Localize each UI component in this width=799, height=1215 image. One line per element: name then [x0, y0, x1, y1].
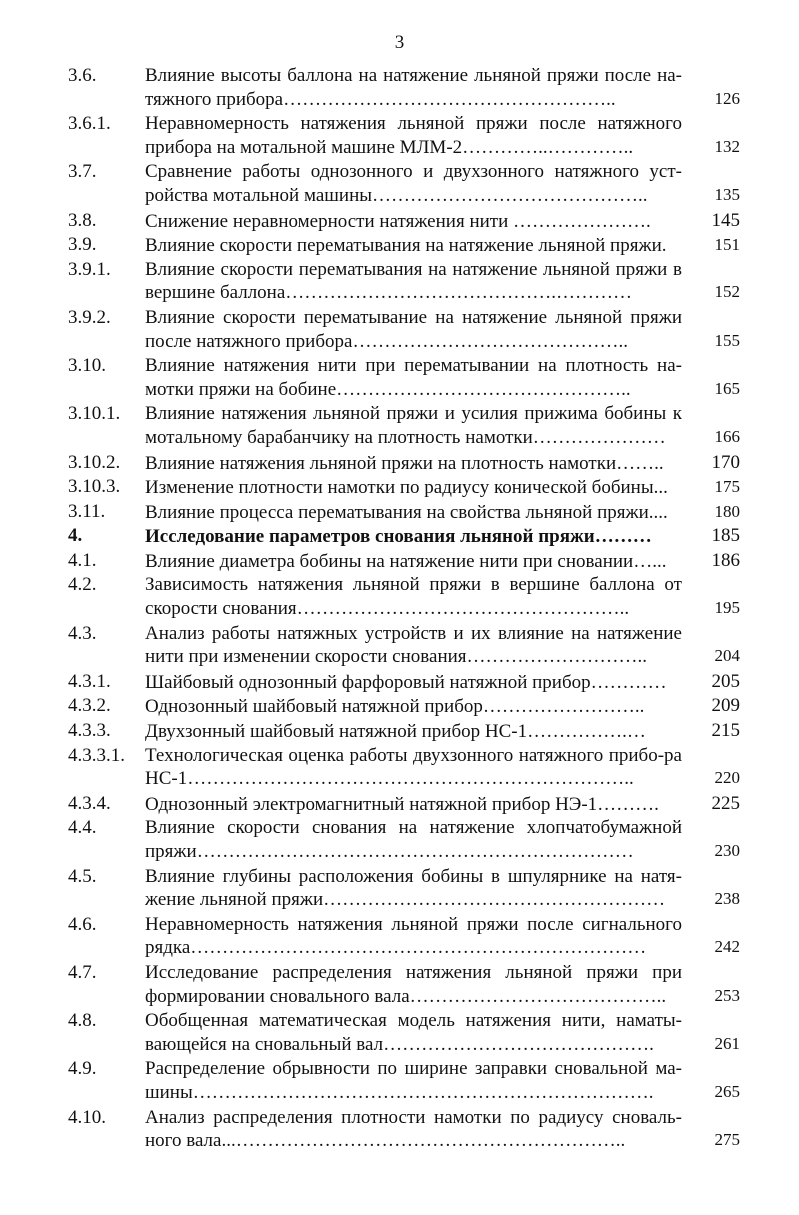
section-number: 4.3.3.	[68, 720, 111, 742]
page-ref: 275	[714, 1130, 740, 1150]
toc-entry-4-3-4	[68, 792, 740, 817]
section-title: Неравномерность натяжения льняной пряжи после сигнального рядка………………………………………………………………	[145, 913, 682, 959]
toc-entry-4-6	[68, 913, 740, 960]
section-number: 4.1.	[68, 549, 97, 571]
toc-entry-3-7	[68, 160, 740, 207]
toc-entry-4-9	[68, 1057, 740, 1104]
section-number: 3.8.	[68, 209, 97, 231]
section-number: 4.3.4.	[68, 792, 111, 814]
page-ref: 155	[714, 330, 740, 350]
toc-entry-4-3-3	[68, 719, 740, 744]
page-ref: 220	[714, 768, 740, 788]
section-number: 4.7.	[68, 961, 97, 983]
section-title: Анализ работы натяжных устройств и их влияние на натяжение нити при изменении скорости снования………………………..	[145, 622, 682, 668]
section-title: Влияние натяжения нити при перематывании на плотность на-мотки пряжи на бобине………………………………………..	[145, 355, 682, 400]
toc-entry-4-3-1	[68, 670, 740, 695]
toc-entry-4	[68, 524, 740, 549]
section-title: Влияние скорости снования на натяжение хлопчатобумажной пряжи……………………………………………………………	[145, 817, 682, 862]
section-title: Влияние натяжения льняной пряжи и усилия прижима бобины к мотальному барабанчику на плотность намотки…………………	[145, 403, 682, 448]
section-title: Изменение плотности намотки по радиусу конической бобины...	[145, 477, 668, 499]
section-number: 4.10.	[68, 1106, 106, 1128]
section-number: 4.5.	[68, 865, 97, 887]
toc-entry-4-10	[68, 1106, 740, 1153]
page-ref: 151	[714, 235, 740, 255]
section-number: 3.9.2.	[68, 306, 111, 328]
page-ref: 230	[714, 841, 740, 860]
section-title: Влияние скорости перематывание на натяжение льняной пряжи после натяжного прибора……………………………………..	[145, 306, 682, 352]
section-title: Обобщенная математическая модель натяжения нити, наматы-вающейся на сновальный вал…………………………………….	[145, 1010, 682, 1055]
page-ref: 145	[711, 209, 740, 231]
section-number: 3.10.2.	[68, 451, 121, 473]
section-title: Распределение обрывности по ширине заправки сновальной ма-шины……………………………………………………………….	[145, 1058, 682, 1103]
section-number: 3.9.1.	[68, 258, 111, 280]
page-ref: 152	[714, 282, 740, 302]
section-title: Анализ распределения плотности намотки по радиусу сноваль-ного вала...……………………………………………………..	[145, 1106, 682, 1152]
page-ref: 126	[714, 88, 740, 108]
page-ref: 215	[711, 720, 740, 742]
section-number: 4.8.	[68, 1010, 97, 1032]
section-title: Влияние натяжения льняной пряжи на плотность намотки……..	[145, 452, 664, 474]
toc-entry-3-9	[68, 233, 740, 258]
section-number: 4.3.3.1.	[68, 744, 125, 766]
section-title: Влияние диаметра бобины на натяжение нити при сновании…...	[145, 550, 667, 572]
section-number: 3.10.1.	[68, 403, 121, 425]
section-number: 4.2.	[68, 574, 97, 596]
section-title: Однозонный шайбовый натяжной прибор……………………..	[145, 696, 645, 718]
section-title: Снижение неравномерности натяжения нити ………………….	[145, 210, 651, 232]
section-title: Исследование параметров снования льняной пряжи………	[145, 526, 652, 548]
section-number: 3.10.	[68, 355, 106, 377]
page-ref: 170	[711, 451, 740, 473]
page-ref: 238	[714, 889, 740, 909]
table-of-contents	[68, 64, 740, 1154]
toc-entry-3-10	[68, 354, 740, 401]
toc-entry-4-2	[68, 573, 740, 620]
toc-entry-3-10-3	[68, 475, 740, 500]
page-ref: 225	[711, 792, 740, 814]
toc-entry-4-8	[68, 1009, 740, 1056]
page-ref: 195	[714, 598, 740, 618]
toc-entry-3-11	[68, 500, 740, 525]
page-ref: 186	[711, 549, 740, 571]
section-number: 4.9.	[68, 1058, 97, 1080]
section-title: Исследование распределения натяжения льняной пряжи при формировании сновального вала…………………………………..	[145, 961, 682, 1007]
section-number: 4.4.	[68, 817, 97, 839]
page-ref: 265	[714, 1081, 740, 1101]
page-ref: 132	[714, 136, 740, 156]
section-title: Однозонный электромагнитный натяжной прибор НЭ-1……….	[145, 793, 659, 815]
toc-entry-4-4	[68, 816, 740, 863]
page-ref: 204	[714, 646, 740, 666]
section-title: Двухзонный шайбовый натяжной прибор НС-1…………….…	[145, 721, 646, 743]
page-ref: 180	[714, 501, 740, 521]
section-title: Технологическая оценка работы двухзонного натяжного прибо-ра НС-1……………………………………………………………..	[145, 744, 682, 790]
section-number: 4.3.1.	[68, 670, 111, 692]
section-title: Зависимость натяжения льняной пряжи в вершине баллона от скорости снования……………………………………………..	[145, 574, 682, 620]
section-number: 3.11.	[68, 500, 106, 522]
toc-entry-3-10-1	[68, 402, 740, 449]
page-ref: 261	[714, 1033, 740, 1053]
section-title: Неравномерность натяжения льняной пряжи после натяжного прибора на мотальной машине МЛМ-2…………..…………..	[145, 113, 682, 158]
section-title: Сравнение работы однозонного и двухзонного натяжного уст-ройства мотальной машины……………………………………..	[145, 161, 682, 206]
toc-entry-3-6-1	[68, 112, 740, 159]
toc-entry-3-6	[68, 64, 740, 111]
page-ref: 253	[714, 985, 740, 1005]
page-ref: 135	[714, 184, 740, 204]
section-number: 3.6.1.	[68, 113, 111, 135]
toc-entry-4-5	[68, 865, 740, 912]
page-ref: 205	[711, 670, 740, 692]
section-number: 3.6.	[68, 65, 97, 86]
section-number: 4.3.	[68, 622, 97, 644]
toc-entry-4-3	[68, 622, 740, 669]
page-ref: 185	[711, 525, 740, 547]
section-number: 3.10.3.	[68, 476, 121, 498]
section-number: 4.3.2.	[68, 695, 111, 717]
page-ref: 175	[714, 477, 740, 497]
page-ref: 209	[711, 695, 740, 717]
section-number: 4.	[68, 525, 83, 547]
section-number: 3.9.	[68, 234, 97, 256]
page-ref: 242	[714, 937, 740, 957]
section-title: Влияние процесса перематывания на свойства льняной пряжи....	[145, 501, 668, 523]
section-title: Влияние скорости перематывания на натяжение льняной пряжи в вершине баллона…………………………………….…………	[145, 258, 682, 304]
toc-entry-3-9-2	[68, 306, 740, 353]
section-title: Влияние скорости перематывания на натяжение льняной пряжи.	[145, 235, 667, 257]
page-ref: 165	[714, 378, 740, 398]
toc-entry-4-1	[68, 549, 740, 574]
section-title: Шайбовый однозонный фарфоровый натяжной прибор…………	[145, 671, 667, 693]
page-ref: 166	[714, 426, 740, 446]
section-title: Влияние высоты баллона на натяжение льняной пряжи после на-тяжного прибора……………………………………………..	[145, 65, 682, 110]
toc-entry-4-7	[68, 961, 740, 1008]
section-title: Влияние глубины расположения бобины в шпулярнике на натя-жение льняной пряжи………………………………………………	[145, 865, 682, 911]
toc-entry-4-3-3-1	[68, 744, 740, 791]
toc-entry-3-10-2	[68, 451, 740, 476]
toc-entry-4-3-2	[68, 694, 740, 719]
toc-entry-3-8	[68, 209, 740, 234]
section-number: 4.6.	[68, 913, 97, 935]
toc-entry-3-9-1	[68, 258, 740, 305]
page-number: 3	[394, 32, 405, 53]
section-number: 3.7.	[68, 161, 97, 183]
